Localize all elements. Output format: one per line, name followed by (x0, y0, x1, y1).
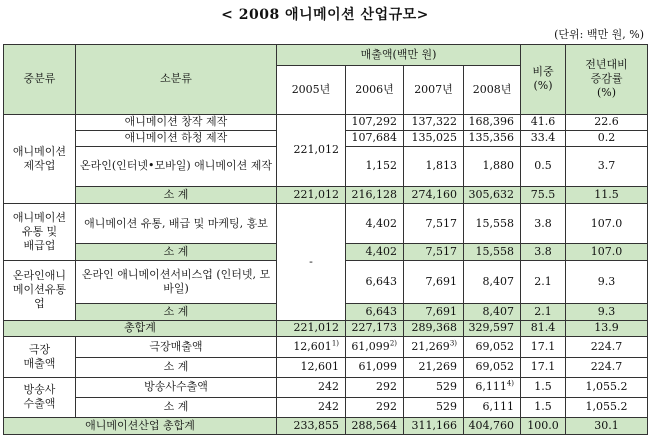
subtotal-row: 소 계 242 292 529 6,111 1.5 1,055.2 (4, 397, 648, 417)
dash-2005: - (277, 203, 346, 320)
footnote-marker: 2) (389, 339, 397, 348)
subtotal-row: 소 계 12,601 61,099 21,269 69,052 17.1 224.7 (4, 357, 648, 377)
category-distribution: 애니메이션 유통 및 배급업 (4, 203, 76, 260)
unit-note: (단위: 백만 원, %) (554, 28, 644, 41)
page-title: < 2008 애니메이션 산업규모> (221, 7, 429, 23)
subtotal-row: 소 계 221,012 216,128 274,160 305,632 75.5 11.5 (4, 186, 648, 203)
table-row: 방송사 수출액 방송사수출액 242 292 529 6,111$^{4)}$ 1.5 1,055.2 (4, 377, 648, 397)
table-row: 온라인애니 메이션유통 업 온라인 애니메이션서비스업 (인터넷, 모바일) 6,643 7,691 8,407 2.1 9.3 (4, 261, 648, 303)
industry-scale-table (3, 44, 648, 435)
table-row: 애니메이션 하청 제작 107,684 135,025 135,356 33.4 0.2 (4, 130, 648, 146)
header-sales: 매출액(백만 원) (277, 45, 521, 66)
subtotal-row: 소 계 4,402 7,517 15,558 3.8 107.0 (4, 244, 648, 261)
category-production: 애니메이션 제작업 (4, 114, 76, 203)
footnote-marker: 1) (331, 339, 339, 348)
header-year-2008: 2008년 (464, 66, 521, 115)
category-broadcast: 방송사 수출액 (4, 377, 76, 417)
production-2005: 221,012 (277, 114, 346, 186)
header-year-2005: 2005년 (277, 66, 346, 115)
header-share: 비중 (%) (521, 45, 566, 115)
footnote-marker: 3) (449, 339, 457, 348)
table-row: 애니메이션 제작업 애니메이션 창작 제작 221,012 107,292 137,322 168,396 41.6 22.6 (4, 114, 648, 130)
table-row: 극장 매출액 극장매출액 12,601$^{1)}$ 61,099$^{2)}$ 21,269$^{3)}$ 69,052 17.1 224.7 (4, 337, 648, 357)
header-row-1 (4, 45, 648, 66)
subtotal-row: 소 계 6,643 7,691 8,407 2.1 9.3 (4, 303, 648, 320)
header-growth: 전년대비 증감률 (%) (566, 45, 648, 115)
header-year-2007: 2007년 (404, 66, 464, 115)
table-row: 온라인(인터넷•모바일) 애니메이션 제작 1,152 1,813 1,880 0.5 3.7 (4, 146, 648, 186)
header-minor: 소분류 (76, 45, 277, 115)
grand-total-row: 애니메이션산업 총합계 233,855 288,564 311,166 404,760 100.0 30.1 (4, 417, 648, 434)
category-online: 온라인애니 메이션유통 업 (4, 261, 76, 320)
table-row: 애니메이션 유통 및 배급업 애니메이션 유통, 배급 및 마케팅, 홍보 - 4,402 7,517 15,558 3.8 107.0 (4, 203, 648, 243)
header-year-2006: 2006년 (346, 66, 404, 115)
footnote-marker: 4) (506, 379, 515, 388)
category-theater: 극장 매출액 (4, 337, 76, 377)
header-major: 중분류 (4, 45, 76, 115)
total-row: 총합계 221,012 227,173 289,368 329,597 81.4 13.9 (4, 320, 648, 337)
